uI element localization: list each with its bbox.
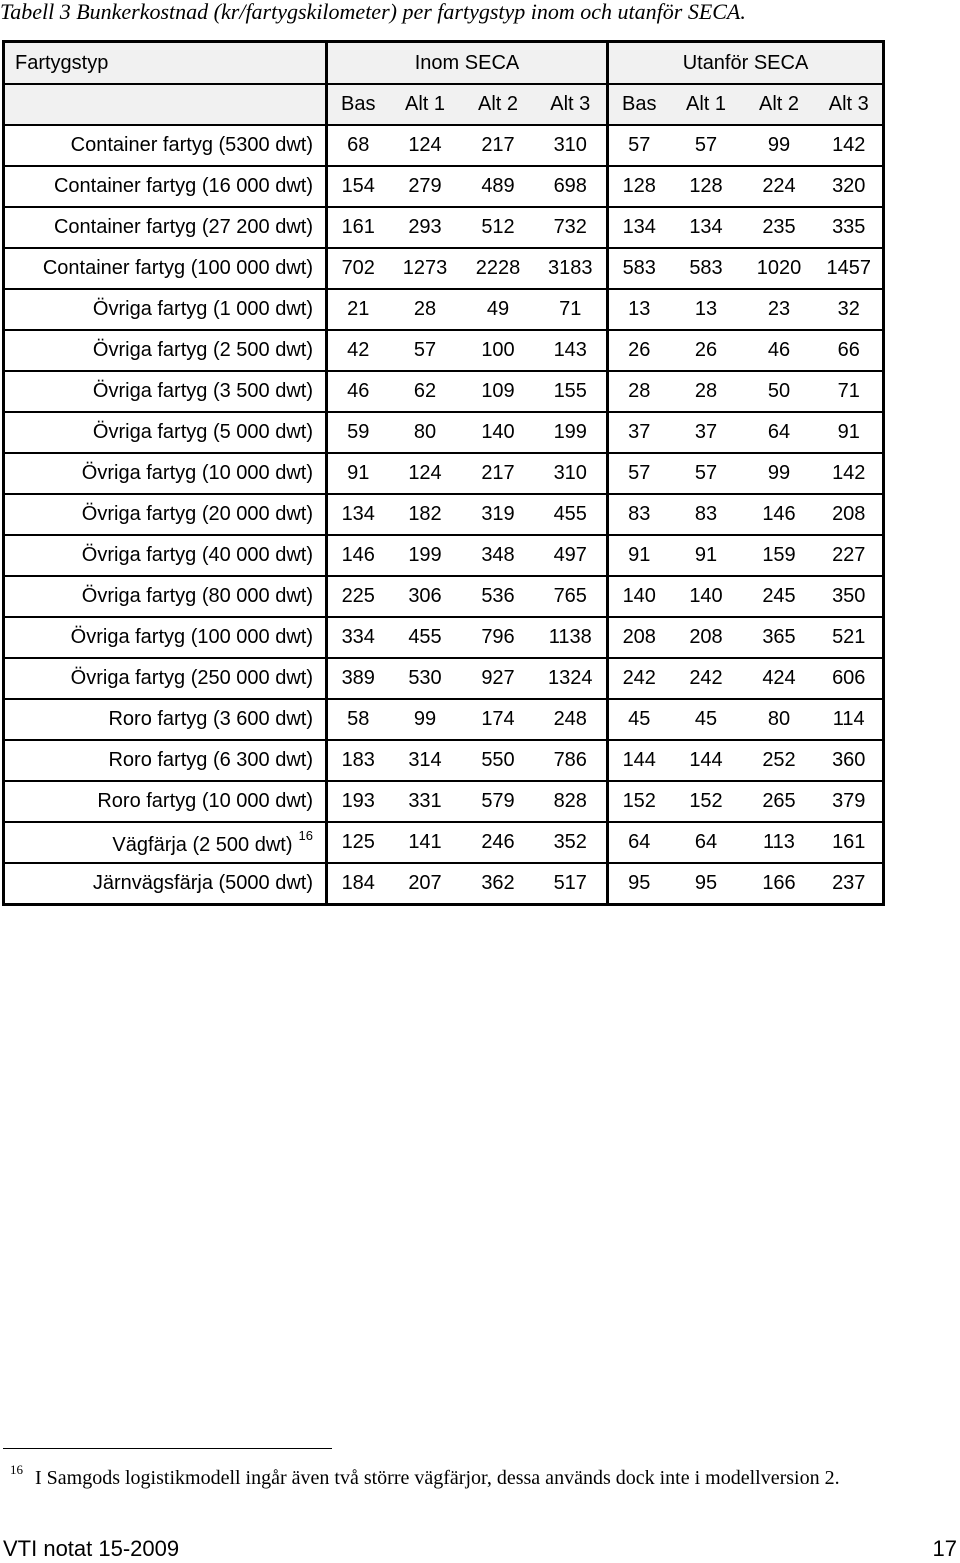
table-cell: 91 <box>670 535 743 576</box>
table-cell: 49 <box>462 289 535 330</box>
table-cell: 152 <box>608 781 670 822</box>
table-cell: 80 <box>743 699 816 740</box>
table-row <box>4 494 884 535</box>
table-cell: 91 <box>608 535 670 576</box>
table-row <box>4 453 884 494</box>
table-cell: 350 <box>816 576 884 617</box>
table-cell: 128 <box>670 166 743 207</box>
table-cell: 424 <box>743 658 816 699</box>
table-cell: 124 <box>389 125 462 166</box>
table-cell: 698 <box>535 166 608 207</box>
table-cell: 193 <box>327 781 389 822</box>
table-cell: 293 <box>389 207 462 248</box>
table-cell: 13 <box>608 289 670 330</box>
row-label <box>4 289 327 330</box>
table-cell: 512 <box>462 207 535 248</box>
table-cell: 279 <box>389 166 462 207</box>
table-cell: 828 <box>535 781 608 822</box>
row-label <box>4 453 327 494</box>
table-cell: 146 <box>327 535 389 576</box>
table-cell: 1273 <box>389 248 462 289</box>
table-row <box>4 781 884 822</box>
table-cell: 242 <box>608 658 670 699</box>
table-cell: 2228 <box>462 248 535 289</box>
table-cell: 71 <box>816 371 884 412</box>
row-label-text: Övriga fartyg (5 000 dwt) <box>92 421 313 443</box>
table-cell: 208 <box>670 617 743 658</box>
table-cell: 331 <box>389 781 462 822</box>
header-col: Bas <box>608 84 670 125</box>
table-cell: 28 <box>608 371 670 412</box>
table-cell: 227 <box>816 535 884 576</box>
table-row <box>4 371 884 412</box>
header-col: Alt 1 <box>389 84 462 125</box>
table-cell: 184 <box>327 863 389 905</box>
row-label-text: Container fartyg (27 200 dwt) <box>53 216 313 238</box>
table-cell: 99 <box>743 453 816 494</box>
table-cell: 1020 <box>743 248 816 289</box>
table-cell: 1457 <box>816 248 884 289</box>
table-row <box>4 248 884 289</box>
table-cell: 583 <box>670 248 743 289</box>
table-cell: 579 <box>462 781 535 822</box>
row-label <box>4 330 327 371</box>
table-cell: 142 <box>816 453 884 494</box>
table-cell: 1324 <box>535 658 608 699</box>
table-cell: 1138 <box>535 617 608 658</box>
table-cell: 99 <box>389 699 462 740</box>
row-label <box>4 371 327 412</box>
row-label-text: Järnvägsfärja (5000 dwt) <box>92 872 313 894</box>
table-row <box>4 740 884 781</box>
row-label-text: Roro fartyg (10 000 dwt) <box>97 790 313 812</box>
table-cell: 155 <box>535 371 608 412</box>
table-row <box>4 658 884 699</box>
row-label-text: Övriga fartyg (250 000 dwt) <box>70 667 313 689</box>
table-row <box>4 617 884 658</box>
table-cell: 182 <box>389 494 462 535</box>
table-cell: 320 <box>816 166 884 207</box>
table-cell: 314 <box>389 740 462 781</box>
table-cell: 13 <box>670 289 743 330</box>
table-cell: 80 <box>389 412 462 453</box>
row-label <box>4 863 327 905</box>
row-label <box>4 740 327 781</box>
table-caption: Tabell 3 Bunkerkostnad (kr/fartygskilometer) per fartygstyp inom och utanför SECA. <box>0 0 746 24</box>
row-label-text: Övriga fartyg (3 500 dwt) <box>92 380 313 402</box>
table-cell: 26 <box>608 330 670 371</box>
footer-page-number: 17 <box>932 1536 957 1561</box>
table-cell: 159 <box>743 535 816 576</box>
table-cell: 26 <box>670 330 743 371</box>
table-row <box>4 863 884 905</box>
table-cell: 732 <box>535 207 608 248</box>
table-cell: 23 <box>743 289 816 330</box>
table-cell: 702 <box>327 248 389 289</box>
table-cell: 489 <box>462 166 535 207</box>
table-cell: 248 <box>535 699 608 740</box>
table-cell: 91 <box>327 453 389 494</box>
table-cell: 152 <box>670 781 743 822</box>
table-cell: 64 <box>608 822 670 863</box>
table-cell: 379 <box>816 781 884 822</box>
table-row <box>4 166 884 207</box>
table-cell: 113 <box>743 822 816 863</box>
table-cell: 124 <box>389 453 462 494</box>
table-cell: 517 <box>535 863 608 905</box>
table-cell: 68 <box>327 125 389 166</box>
table-cell: 45 <box>670 699 743 740</box>
table-cell: 45 <box>608 699 670 740</box>
row-label <box>4 781 327 822</box>
table-cell: 83 <box>608 494 670 535</box>
table-row <box>4 207 884 248</box>
table-cell: 57 <box>670 453 743 494</box>
table-cell: 21 <box>327 289 389 330</box>
table-cell: 765 <box>535 576 608 617</box>
table-cell: 140 <box>462 412 535 453</box>
table-row <box>4 412 884 453</box>
table-cell: 64 <box>743 412 816 453</box>
table-cell: 71 <box>535 289 608 330</box>
table-cell: 310 <box>535 453 608 494</box>
table-cell: 389 <box>327 658 389 699</box>
table-cell: 95 <box>608 863 670 905</box>
table-cell: 140 <box>608 576 670 617</box>
row-label <box>4 576 327 617</box>
table-cell: 796 <box>462 617 535 658</box>
header-group-inom-seca: Inom SECA <box>327 42 608 85</box>
table-cell: 91 <box>816 412 884 453</box>
table-cell: 134 <box>327 494 389 535</box>
table-cell: 128 <box>608 166 670 207</box>
table-cell: 57 <box>608 125 670 166</box>
table-cell: 225 <box>327 576 389 617</box>
row-label <box>4 535 327 576</box>
table-cell: 114 <box>816 699 884 740</box>
table-row <box>4 535 884 576</box>
table-cell: 134 <box>670 207 743 248</box>
header-col: Alt 2 <box>462 84 535 125</box>
table-cell: 28 <box>670 371 743 412</box>
table-cell: 252 <box>743 740 816 781</box>
table-cell: 606 <box>816 658 884 699</box>
table-cell: 786 <box>535 740 608 781</box>
footnote-divider <box>3 1448 332 1449</box>
footnote <box>10 1462 840 1490</box>
table-cell: 310 <box>535 125 608 166</box>
table-cell: 140 <box>670 576 743 617</box>
table-cell: 134 <box>608 207 670 248</box>
row-label <box>4 166 327 207</box>
table-cell: 927 <box>462 658 535 699</box>
table-cell: 199 <box>535 412 608 453</box>
table-cell: 46 <box>743 330 816 371</box>
table-cell: 224 <box>743 166 816 207</box>
row-label-text: Övriga fartyg (80 000 dwt) <box>81 585 313 607</box>
header-col: Alt 3 <box>535 84 608 125</box>
table-cell: 57 <box>670 125 743 166</box>
table-cell: 208 <box>608 617 670 658</box>
table-cell: 100 <box>462 330 535 371</box>
bunker-cost-table <box>2 40 885 906</box>
row-label-text: Övriga fartyg (2 500 dwt) <box>92 339 313 361</box>
row-label-text: Övriga fartyg (40 000 dwt) <box>81 544 313 566</box>
table-cell: 142 <box>816 125 884 166</box>
table-cell: 217 <box>462 125 535 166</box>
table-cell: 42 <box>327 330 389 371</box>
row-label-text: Container fartyg (100 000 dwt) <box>42 257 313 279</box>
table-cell: 146 <box>743 494 816 535</box>
table-cell: 245 <box>743 576 816 617</box>
table-cell: 365 <box>743 617 816 658</box>
table-cell: 58 <box>327 699 389 740</box>
row-label-text: Övriga fartyg (100 000 dwt) <box>70 626 313 648</box>
table-cell: 246 <box>462 822 535 863</box>
table-cell: 352 <box>535 822 608 863</box>
header-col: Alt 2 <box>743 84 816 125</box>
table-row <box>4 289 884 330</box>
table-cell: 306 <box>389 576 462 617</box>
table-cell: 161 <box>327 207 389 248</box>
row-label-text: Övriga fartyg (10 000 dwt) <box>81 462 313 484</box>
table-cell: 455 <box>535 494 608 535</box>
table-cell: 99 <box>743 125 816 166</box>
table-cell: 66 <box>816 330 884 371</box>
table-cell: 59 <box>327 412 389 453</box>
header-col: Alt 1 <box>670 84 743 125</box>
table-cell: 521 <box>816 617 884 658</box>
table-row <box>4 330 884 371</box>
table-cell: 166 <box>743 863 816 905</box>
table-cell: 64 <box>670 822 743 863</box>
table-cell: 362 <box>462 863 535 905</box>
table-cell: 536 <box>462 576 535 617</box>
row-label <box>4 494 327 535</box>
footer-publication: VTI notat 15-2009 <box>3 1536 180 1561</box>
table-cell: 125 <box>327 822 389 863</box>
table-cell: 183 <box>327 740 389 781</box>
row-label <box>4 617 327 658</box>
table-cell: 335 <box>816 207 884 248</box>
footnote-text: I Samgods logistikmodell ingår även två större vägfärjor, dessa används dock inte i modellversion 2. <box>35 1467 840 1489</box>
table-row <box>4 576 884 617</box>
table-cell: 208 <box>816 494 884 535</box>
table-cell: 95 <box>670 863 743 905</box>
table-cell: 235 <box>743 207 816 248</box>
table-cell: 144 <box>670 740 743 781</box>
header-blank <box>4 84 327 125</box>
table-cell: 154 <box>327 166 389 207</box>
header-row-columns <box>4 84 884 125</box>
table-cell: 143 <box>535 330 608 371</box>
table-cell: 28 <box>389 289 462 330</box>
table-cell: 109 <box>462 371 535 412</box>
header-col: Bas <box>327 84 389 125</box>
table-cell: 360 <box>816 740 884 781</box>
table-cell: 46 <box>327 371 389 412</box>
table-cell: 37 <box>608 412 670 453</box>
row-label-text: Roro fartyg (6 300 dwt) <box>108 749 313 771</box>
row-label-text: Roro fartyg (3 600 dwt) <box>108 708 313 730</box>
table-cell: 199 <box>389 535 462 576</box>
row-label-text: Vägfärja (2 500 dwt) <box>112 834 293 856</box>
table-cell: 3183 <box>535 248 608 289</box>
row-label <box>4 412 327 453</box>
table-cell: 37 <box>670 412 743 453</box>
table-cell: 32 <box>816 289 884 330</box>
table-cell: 217 <box>462 453 535 494</box>
table-cell: 161 <box>816 822 884 863</box>
table-row <box>4 699 884 740</box>
table-cell: 265 <box>743 781 816 822</box>
table-cell: 144 <box>608 740 670 781</box>
table-cell: 141 <box>389 822 462 863</box>
table-row <box>4 822 884 863</box>
table-cell: 207 <box>389 863 462 905</box>
header-group-utanfor-seca: Utanför SECA <box>608 42 884 85</box>
table-cell: 237 <box>816 863 884 905</box>
table-cell: 174 <box>462 699 535 740</box>
table-cell: 57 <box>608 453 670 494</box>
header-row-groups <box>4 42 884 85</box>
row-label <box>4 207 327 248</box>
table-cell: 550 <box>462 740 535 781</box>
table-cell: 50 <box>743 371 816 412</box>
table-row <box>4 125 884 166</box>
table-cell: 83 <box>670 494 743 535</box>
footnote-reference: 16 <box>298 828 313 843</box>
row-label <box>4 699 327 740</box>
row-label-text: Övriga fartyg (1 000 dwt) <box>92 298 313 320</box>
table-cell: 62 <box>389 371 462 412</box>
table-cell: 57 <box>389 330 462 371</box>
row-label <box>4 248 327 289</box>
table-cell: 348 <box>462 535 535 576</box>
row-label-text: Container fartyg (16 000 dwt) <box>53 175 313 197</box>
row-label <box>4 658 327 699</box>
table-cell: 242 <box>670 658 743 699</box>
header-corner: Fartygstyp <box>4 42 327 85</box>
table-cell: 334 <box>327 617 389 658</box>
table-cell: 455 <box>389 617 462 658</box>
row-label-text: Övriga fartyg (20 000 dwt) <box>81 503 313 525</box>
row-label <box>4 822 327 863</box>
row-label <box>4 125 327 166</box>
footnote-mark: 16 <box>10 1462 23 1477</box>
row-label-text: Container fartyg (5300 dwt) <box>70 134 313 156</box>
header-col: Alt 3 <box>816 84 884 125</box>
table-cell: 319 <box>462 494 535 535</box>
table-cell: 497 <box>535 535 608 576</box>
table-cell: 583 <box>608 248 670 289</box>
table-cell: 530 <box>389 658 462 699</box>
